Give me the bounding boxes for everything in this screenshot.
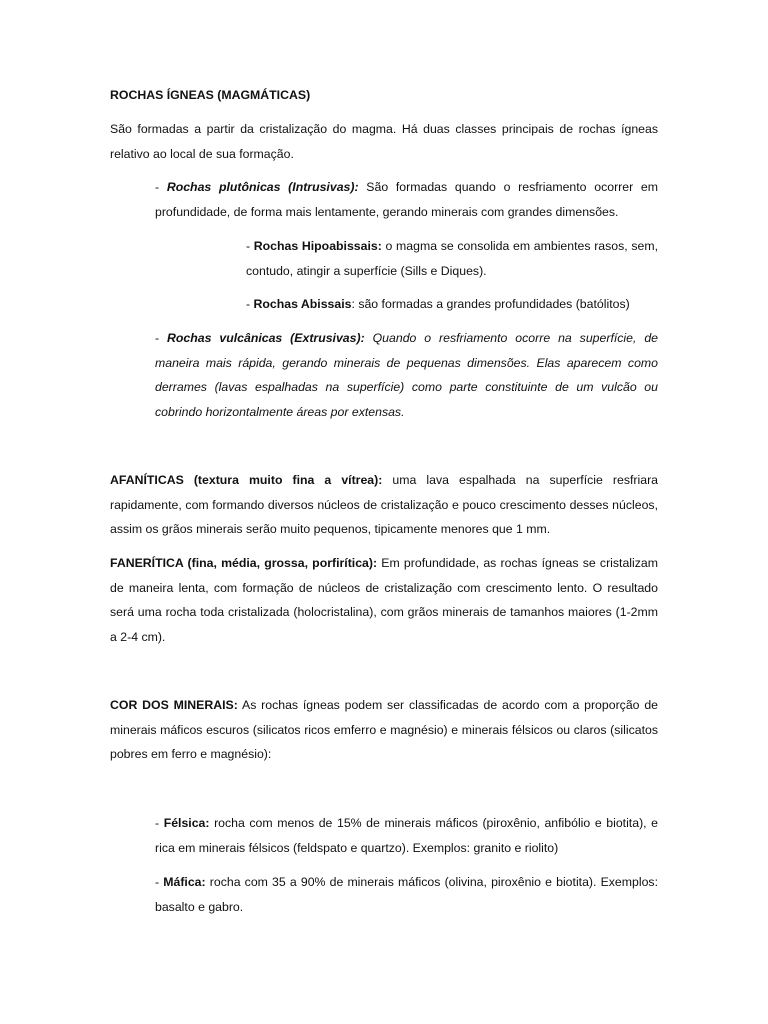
mafica-prefix: - — [155, 875, 164, 889]
hipoabissais-paragraph — [246, 234, 658, 283]
felsica-paragraph — [155, 811, 658, 860]
cor-text: As rochas ígneas podem ser classificadas de acordo com a proporção de minerais máficos escuros (silicatos ricos emferro e magnésio) e minerais félsicos ou claros (silicatos pobres em ferro e magnésio): — [110, 698, 658, 761]
vulcanicas-paragraph — [155, 326, 658, 424]
hipoabissais-label: Rochas Hipoabissais: — [253, 239, 382, 253]
faneritica-paragraph — [110, 551, 658, 649]
cor-dos-minerais-paragraph — [110, 693, 658, 767]
abissais-prefix: - — [246, 297, 254, 311]
felsica-prefix: - — [155, 816, 164, 830]
abissais-text: : são formadas a grandes profundidades (batólitos) — [351, 297, 630, 311]
plutonicas-prefix: - — [155, 180, 167, 194]
hipoabissais-text: o magma se consolida em ambientes rasos, sem, contudo, atingir a superfície (Sills e Diques). — [246, 239, 658, 278]
section-title: ROCHAS ÍGNEAS (MAGMÁTICAS) — [110, 88, 311, 102]
vulcanicas-label: Rochas vulcânicas (Extrusivas): — [167, 331, 365, 345]
cor-label: COR DOS MINERAIS: — [110, 698, 238, 712]
mafica-text: rocha com 35 a 90% de minerais máficos (olivina, piroxênio e biotita). Exemplos: basalto e gabro. — [155, 875, 658, 914]
mafica-label: Máfica: — [163, 875, 206, 889]
intro-paragraph: São formadas a partir da cristalização do magma. Há duas classes principais de rochas ígneas relativo ao local de sua formação. — [110, 122, 658, 161]
felsica-text: rocha com menos de 15% de minerais máficos (piroxênio, anfibólio e biotita), e rica em minerais félsicos (feldspato e quartzo). Exemplos: granito e riolito) — [155, 816, 658, 855]
felsica-label: Félsica: — [163, 816, 210, 830]
abissais-label: Rochas Abissais — [253, 297, 352, 311]
afaniticas-paragraph — [110, 468, 658, 542]
faneritica-label: FANERÍTICA (fina, média, grossa, porfirítica): — [110, 556, 378, 570]
mafica-paragraph — [155, 870, 658, 919]
hipoabissais-prefix: - — [246, 239, 254, 253]
abissais-paragraph — [246, 292, 658, 317]
plutonicas-paragraph — [155, 175, 658, 224]
afaniticas-label: AFANÍTICAS (textura muito fina a vítrea): — [110, 473, 383, 487]
faneritica-text: Em profundidade, as rochas ígneas se cristalizam de maneira lenta, com formação de núcleos de cristalização com crescimento lento. O resultado será uma rocha toda cristalizada (holocristalina), com grãos minerais de tamanhos maiores (1-2mm a 2-4 cm). — [110, 556, 659, 644]
afaniticas-text: uma lava espalhada na superfície resfriara rapidamente, com formando diversos núcleos de cristalização e pouco crescimento desses núcleos, assim os grãos minerais serão muito pequenos, tipicamente menores que 1 mm. — [110, 473, 658, 536]
vulcanicas-text: Quando o resfriamento ocorre na superfície, de maneira mais rápida, gerando minerais de pequenas dimensões. Elas aparecem como derrames (lavas espalhadas na superfície) como parte constituinte de um vulcão ou cobrindo horizontalmente áreas por extensas. — [155, 331, 659, 419]
vulcanicas-prefix: - — [155, 331, 168, 345]
plutonicas-text: São formadas quando o resfriamento ocorrer em profundidade, de forma mais lentamente, gerando minerais com grandes dimensões. — [155, 180, 658, 219]
plutonicas-label: Rochas plutônicas (Intrusivas): — [166, 180, 359, 194]
